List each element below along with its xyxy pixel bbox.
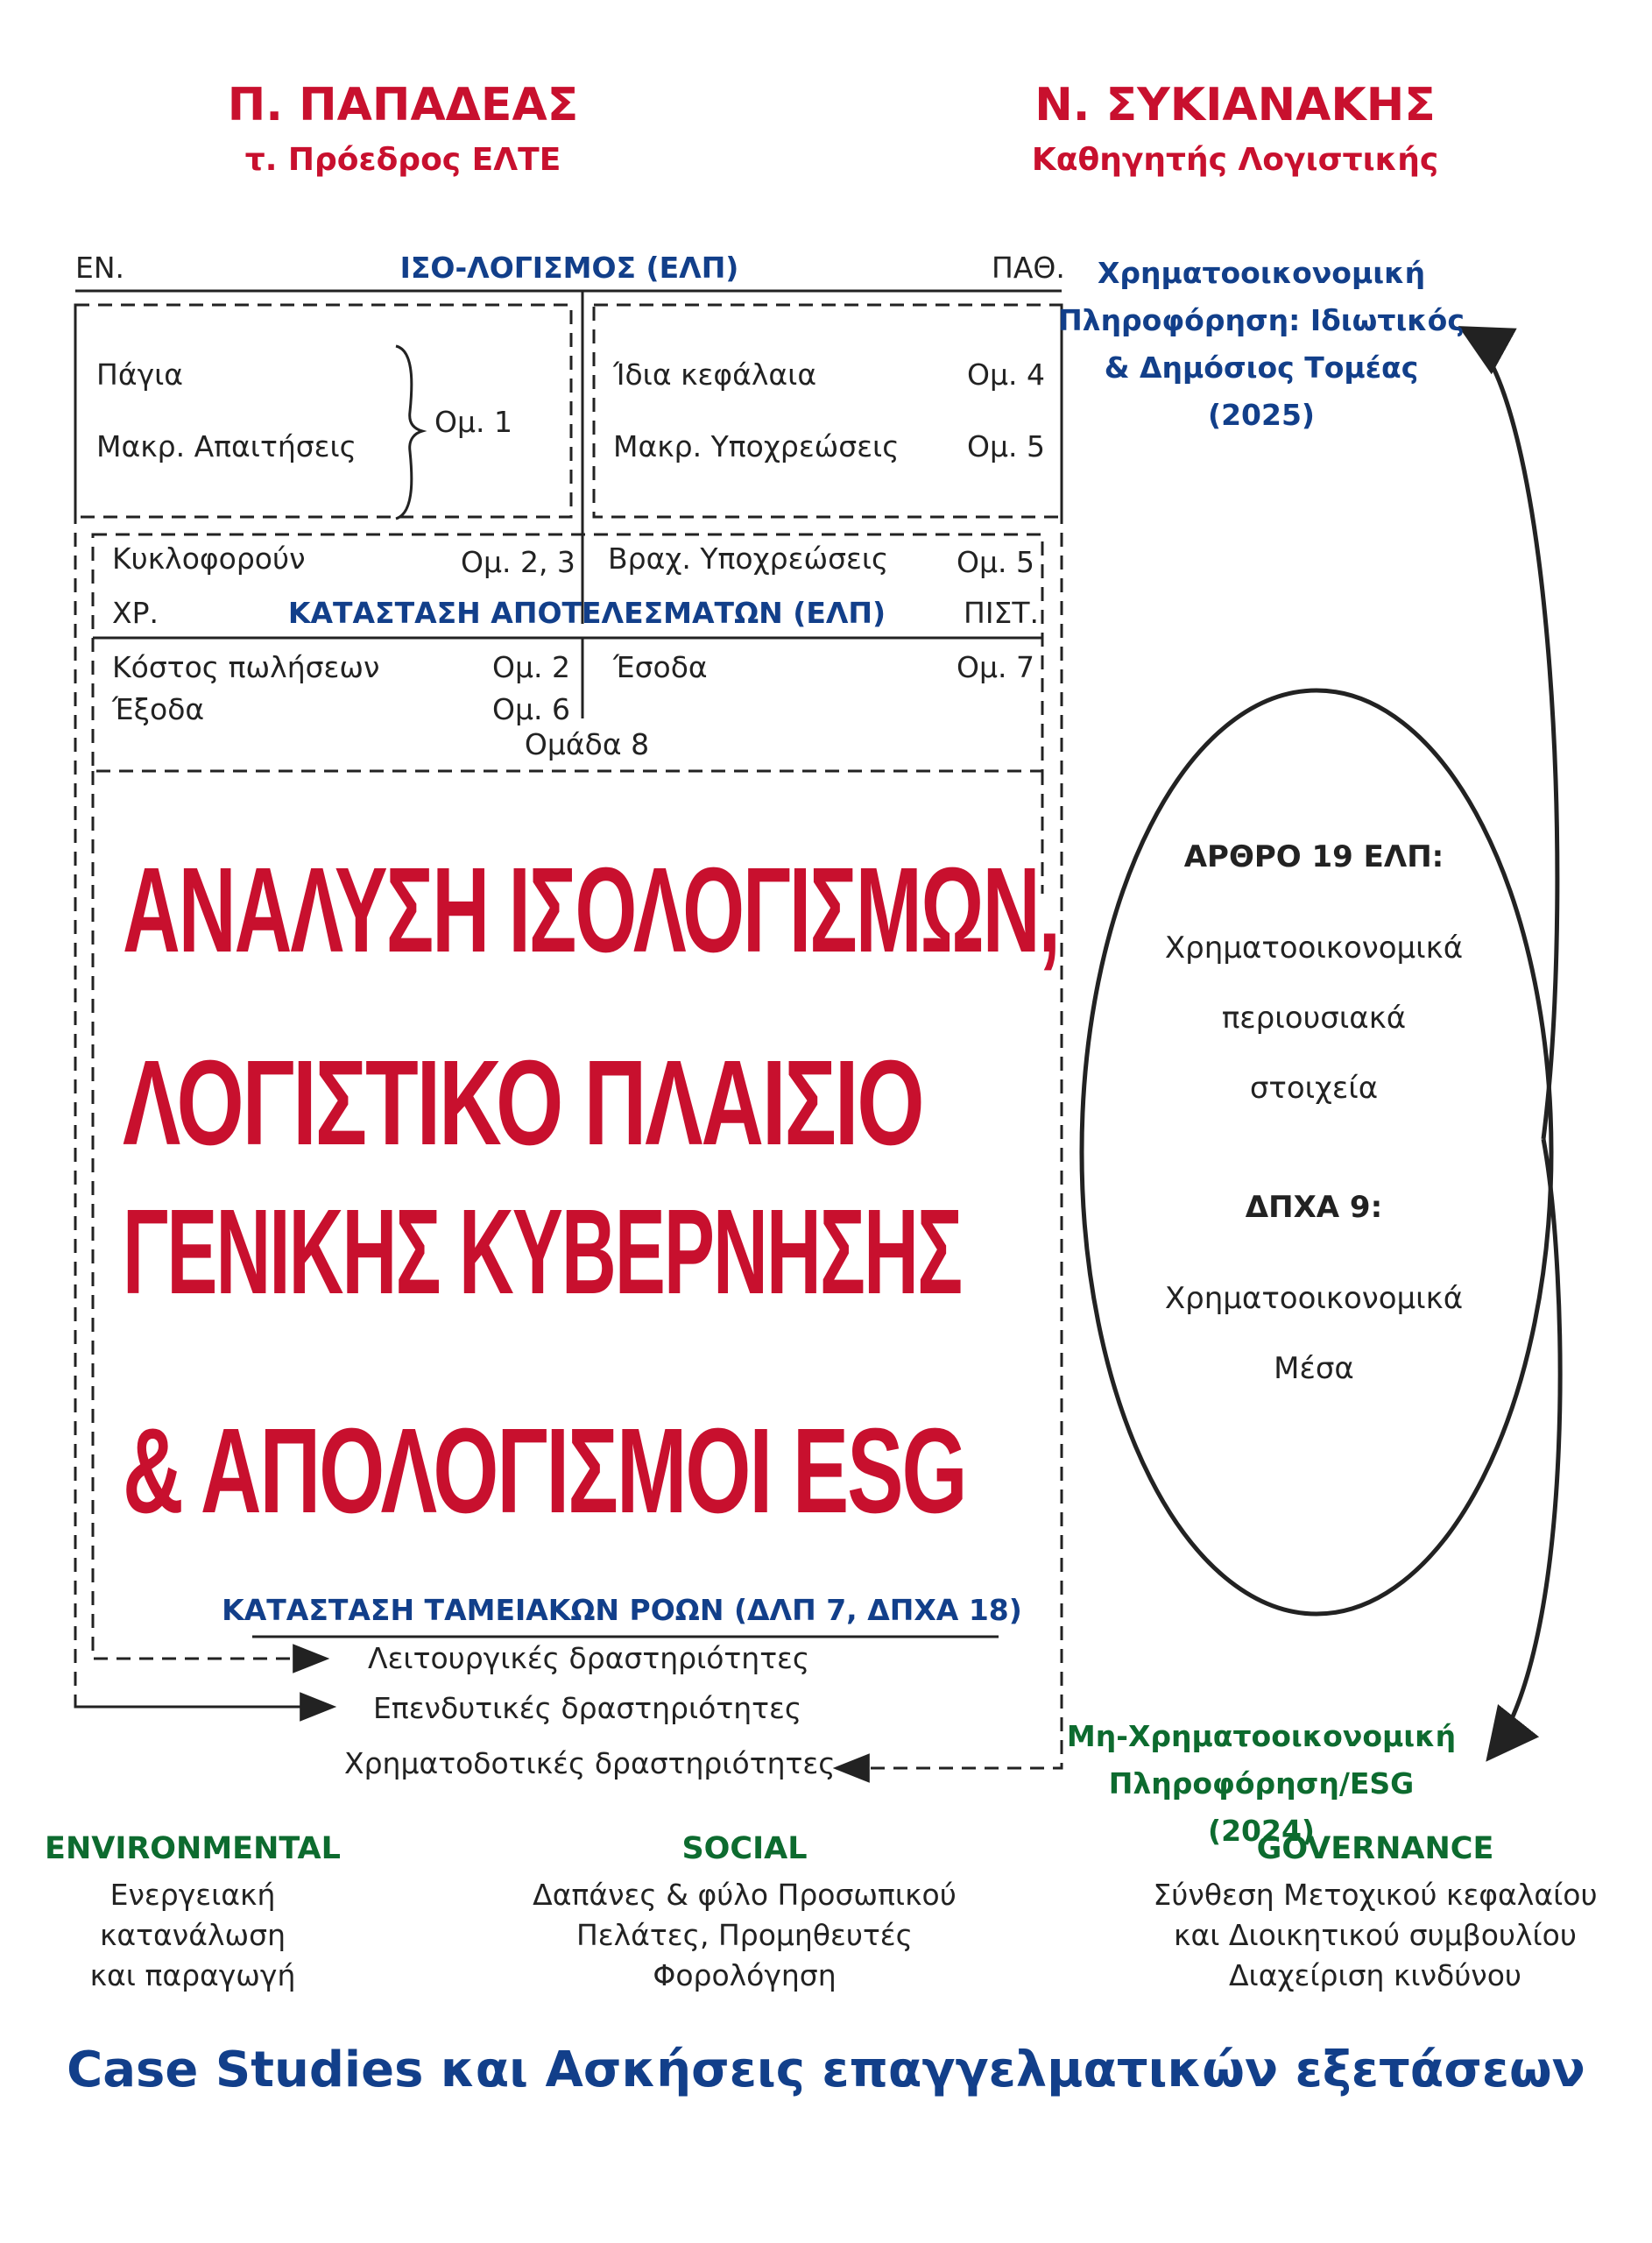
footer-subtitle: Case Studies και Ασκήσεις επαγγελματικών εξετάσεων [67,2041,1585,2098]
balance-right-label: ΠΑΘ. [992,251,1065,285]
main-title-line4: & ΑΠΟΛΟΓΙΣΜΟΙ ESG [123,1404,966,1539]
group23-label: Ομ. 2, 3 [461,545,575,579]
financial-info-line2: Πληροφόρηση: Ιδιωτικός [1058,303,1465,337]
esg-environmental-line3: και παραγωγή [89,1958,296,1992]
esg-governance [1121,1831,1629,1996]
nonfinancial-info-line2: Πληροφόρηση/ESG (2024) [1108,1766,1415,1848]
balance-title: ΙΣΟ-ΛΟΓΙΣΜΟΣ (ΕΛΠ) [399,251,739,285]
esg-environmental [18,1831,368,1996]
esg-social-line3: Φορολόγηση [653,1958,837,1992]
ifrs-line2: Μέσα [1274,1351,1354,1386]
esg-environmental-title: ENVIRONMENTAL [45,1831,341,1866]
main-title-line3: ΓΕΝΙΚΗΣ ΚΥΒΕΡΝΗΣΗΣ [123,1185,962,1320]
financial-info-line1: Χρηματοοικονομική [1097,256,1426,290]
equity-box [594,305,1062,517]
short-liabilities-label: Βραχ. Υποχρεώσεις [608,541,889,576]
cashflow-investing: Επενδυτικές δραστηριότητες [373,1691,802,1725]
esg-governance-line1: Σύνθεση Μετοχικού κεφαλαίου [1153,1878,1598,1912]
article-line3: στοιχεία [1249,1071,1379,1106]
article-line2: περιουσιακά [1221,1001,1407,1036]
ifrs-line1: Χρηματοοικονομικά [1164,1281,1464,1316]
income-left-label: ΧΡ. [112,596,159,630]
ifrs-title: ΔΠΧΑ 9: [1245,1190,1383,1225]
income-title: ΚΑΤΑΣΤΑΣΗ ΑΠΟΤΕΛΕΣΜΑΤΩΝ (ΕΛΠ) [287,596,886,630]
fixed-assets-label: Πάγια [96,357,184,392]
author-left [140,79,666,178]
balance-left-label: ΕΝ. [75,251,125,285]
author-left-role: τ. Πρόεδρος ΕΛΤΕ [244,142,561,178]
main-title-line1: ΑΝΑΛΥΣΗ ΙΣΟΛΟΓΙΣΜΩΝ, [123,843,1059,978]
group1-label: Ομ. 1 [434,405,512,439]
esg-social-line2: Πελάτες, Προμηθευτές [575,1918,914,1952]
esg-governance-line3: Διαχείριση κινδύνου [1228,1958,1522,1992]
income-right-label: ΠΙΣΤ. [964,596,1040,630]
author-right [972,79,1498,178]
ellipse-content [1130,832,1498,1393]
nonfinancial-info-line1: Μη-Χρηματοοικονομική [1066,1719,1457,1753]
group8-label: Ομάδα 8 [524,727,650,761]
group5b-label: Ομ. 5 [957,545,1034,579]
expenses-label: Έξοδα [112,692,205,726]
group4-label: Ομ. 4 [967,357,1045,392]
equity-label: Ίδια κεφάλαια [613,357,817,392]
author-right-role: Καθηγητής Λογιστικής [1031,142,1439,178]
esg-social-line1: Δαπάνες & φύλο Προσωπικού [533,1878,957,1912]
esg-governance-line2: και Διοικητικού συμβουλίου [1174,1918,1577,1952]
financial-info-label [1051,250,1472,439]
author-left-name: Π. ΠΑΠΑΔΕΑΣ [227,79,579,131]
revenue-label: Έσοδα [613,650,708,684]
esg-environmental-line1: Ενεργειακή [109,1878,276,1912]
article-line1: Χρηματοοικονομικά [1164,930,1464,966]
long-liabilities-label: Μακρ. Υποχρεώσεις [613,429,900,463]
main-title-line2: ΛΟΓΙΣΤΙΚΟ ΠΛΑΙΣΙΟ [123,1036,923,1171]
esg-social [482,1831,1007,1996]
long-receivables-label: Μακρ. Απαιτήσεις [96,429,357,463]
cashflow-title: ΚΑΤΑΣΤΑΣΗ ΤΑΜΕΙΑΚΩΝ ΡΟΩΝ (ΔΛΠ 7, ΔΠΧΑ 18) [222,1593,1022,1627]
financial-info-line3: & Δημόσιος Τομέας (2025) [1104,350,1419,432]
esg-social-title: SOCIAL [681,1831,808,1866]
group6-label: Ομ. 6 [492,692,570,726]
author-right-name: Ν. ΣΥΚΙΑΝΑΚΗΣ [1034,79,1436,131]
esg-environmental-line2: κατανάλωση [99,1918,286,1952]
article-title: ΑΡΘΡΟ 19 ΕΛΠ: [1183,839,1444,874]
esg-governance-title: GOVERNANCE [1256,1831,1494,1866]
current-assets-label: Κυκλοφορούν [112,541,306,576]
group2-label: Ομ. 2 [492,650,570,684]
group5-label: Ομ. 5 [967,429,1045,463]
group7-label: Ομ. 7 [957,650,1034,684]
cost-of-sales-label: Κόστος πωλήσεων [112,650,380,684]
cashflow-financing: Χρηματοδοτικές δραστηριότητες [344,1746,836,1780]
brace [396,346,422,519]
cashflow-operating: Λειτουργικές δραστηριότητες [368,1641,810,1675]
